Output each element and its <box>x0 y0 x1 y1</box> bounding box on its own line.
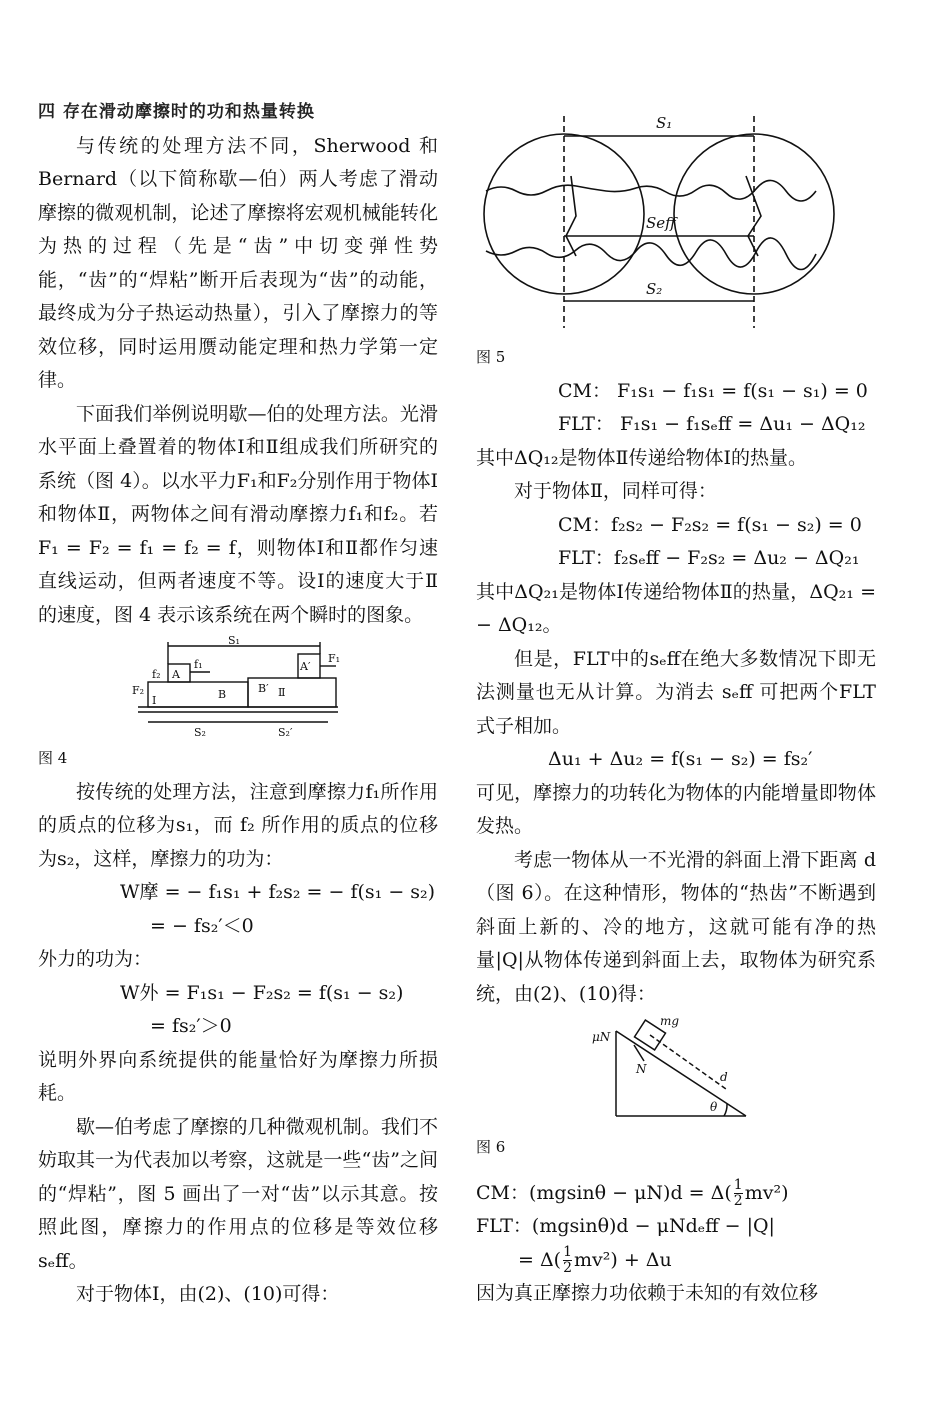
fig4-label-f2: f₂ <box>152 668 161 681</box>
left-column <box>38 96 438 1312</box>
fig4-label-s2: S₂ <box>194 726 206 739</box>
fig6-label-muN: μN <box>592 1030 611 1044</box>
equation-flt-incline-2 <box>476 1244 876 1278</box>
paragraph-5: 说明外界向系统提供的能量恰好为摩擦力所损耗。 <box>38 1048 438 1104</box>
figure-4-drawing <box>128 632 348 742</box>
paragraph-r5: 可见，摩擦力的功转化为物体的内能增量即物体发热。 <box>476 781 876 837</box>
figure-5-drawing <box>476 96 876 341</box>
equation-work-friction-2: = − fs₂′＜0 <box>150 914 254 937</box>
fraction-denominator-2: 2 <box>563 1260 573 1276</box>
fig4-label-A: A <box>172 668 180 681</box>
fig4-label-I: Ⅰ <box>152 694 157 707</box>
equation-flt-body2: FLT：f₂sₑff − F₂s₂ = Δu₂ − ΔQ₂₁ <box>558 547 860 569</box>
figure-4 <box>38 632 438 742</box>
paragraph-7: 对于物体Ⅰ，由(2)、(10)可得： <box>76 1283 340 1305</box>
fig6-label-mg: mg <box>660 1014 680 1028</box>
fig5-label-s1: S₁ <box>656 114 673 132</box>
fig6-label-d: d <box>720 1070 728 1084</box>
paragraph-2: 下面我们举例说明歇—伯的处理方法。光滑水平面上叠置着的物体Ⅰ和Ⅱ组成我们所研究的系统（图 4）。以水平力F₁和F₂分别作用于物体Ⅰ和物体Ⅱ，两物体之间有滑动摩擦力f₁和f₂。若 F₁ = F₂ = f₁ = f₂ = f，则物体Ⅰ和Ⅱ都作匀速直线运动，但两者速度不等。设Ⅰ的速度大于Ⅱ的速度，图 4 表示该系统在两个瞬时的图象。 <box>38 402 438 626</box>
equation-cm-incline-left: CM：(mgsinθ − μN)d = Δ( <box>476 1181 732 1204</box>
fig4-label-s2-prime: S₂′ <box>278 726 293 739</box>
equation-work-external-2: = fs₂′＞0 <box>150 1015 232 1037</box>
equation-cm-incline <box>476 1177 876 1211</box>
figure-6-drawing <box>586 1011 766 1131</box>
equation-flt-body1: FLT： F₁s₁ − f₁sₑff = Δu₁ − ΔQ₁₂ <box>558 413 866 435</box>
equation-flt-incline-2-left: = Δ( <box>518 1248 562 1271</box>
equation-work-external: W外 = F₁s₁ − F₂s₂ = f(s₁ − s₂) <box>120 981 404 1004</box>
fig4-label-F2: F₂ <box>132 684 145 697</box>
fig4-label-f1: f₁ <box>194 658 203 671</box>
fraction-denominator: 2 <box>733 1193 743 1209</box>
figure-5-caption: 图 5 <box>476 348 506 366</box>
paragraph-1: 与传统的处理方法不同，Sherwood 和 Bernard（以下简称歇—伯）两人考虑了滑动摩擦的微观机制，论述了摩擦将宏观机械能转化为热的过程（先是“齿”中切变弹性势能，“齿”的“焊粘”断开后表现为“齿”的动能，最终成为分子热运动热量），引入了摩擦力的等效位移，同时运用赝动能定理和热力学第一定律。 <box>38 134 438 391</box>
equation-flt-incline-2-right: mv²) + Δu <box>574 1248 672 1271</box>
fig4-label-s1: S₁ <box>228 634 240 647</box>
paragraph-r6: 考虑一物体从一不光滑的斜面上滑下距离 d（图 6）。在这种情形，物体的“热齿”不断遇到斜面上新的、冷的地方，这就可能有净的热量|Q|从物体传递到斜面上去，取物体为研究系统，由(2)、(10)得： <box>476 848 876 1005</box>
equation-cm-body2: CM：f₂s₂ − F₂s₂ = f(s₁ − s₂) = 0 <box>558 513 862 536</box>
equation-cm-incline-right: mv²) <box>744 1181 789 1204</box>
fig6-label-theta: θ <box>710 1100 718 1114</box>
fig6-label-N: N <box>636 1062 647 1076</box>
fraction-half-2 <box>563 1245 572 1276</box>
paragraph-r1: 其中ΔQ₁₂是物体Ⅱ传递给物体Ⅰ的热量。 <box>476 446 807 469</box>
fig4-label-B-prime: B′ <box>258 682 269 695</box>
equation-work-friction: W摩 = − f₁s₁ + f₂s₂ = − f(s₁ − s₂) <box>120 881 436 903</box>
figure-5 <box>476 96 876 341</box>
fraction-numerator: 1 <box>733 1177 743 1193</box>
figure-6-caption: 图 6 <box>476 1138 506 1156</box>
fraction-numerator-2: 1 <box>563 1244 573 1260</box>
fig4-label-A-prime: A′ <box>300 660 311 673</box>
paragraph-r4: 但是，FLT中的sₑff在绝大多数情况下即无法测量也无从计算。为消去 sₑff 可把两个FLT式子相加。 <box>476 647 876 737</box>
equation-sum: Δu₁ + Δu₂ = f(s₁ − s₂) = fs₂′ <box>548 748 813 770</box>
paragraph-3: 按传统的处理方法，注意到摩擦力f₁所作用的质点的位移为s₁，而 f₂ 所作用的质点的位移为s₂，这样，摩擦力的功为： <box>38 780 438 870</box>
fig4-label-B: B <box>218 688 227 701</box>
paragraph-r2: 对于物体Ⅱ，同样可得： <box>514 480 717 502</box>
figure-6 <box>476 1011 876 1131</box>
fig4-label-F1: F₁ <box>328 652 341 665</box>
fig5-label-s2: S₂ <box>646 280 663 298</box>
figure-4-caption: 图 4 <box>38 749 68 767</box>
equation-flt-incline: FLT：(mgsinθ)d − μNdₑff − |Q| <box>476 1215 775 1237</box>
paragraph-r3: 其中ΔQ₂₁是物体Ⅰ传递给物体Ⅱ的热量，ΔQ₂₁ = − ΔQ₁₂。 <box>476 580 876 636</box>
paragraph-4: 外力的功为： <box>38 948 153 970</box>
fig4-label-II: Ⅱ <box>278 686 286 699</box>
fig5-label-seff: Seff <box>646 214 676 232</box>
fraction-half <box>734 1178 743 1209</box>
right-column <box>476 96 876 1311</box>
section-heading: 四 存在滑动摩擦时的功和热量转换 <box>38 102 315 122</box>
paragraph-6: 歇—伯考虑了摩擦的几种微观机制。我们不妨取其一为代表加以考察，这就是一些“齿”之间的“焊粘”，图 5 画出了一对“齿”以示其意。按照此图，摩擦力的作用点的位移是等效位移sₑff。 <box>38 1115 438 1272</box>
paragraph-r7: 因为真正摩擦力功依赖于未知的有效位移 <box>476 1282 819 1304</box>
equation-cm-body1: CM： F₁s₁ − f₁s₁ = f(s₁ − s₁) = 0 <box>558 379 868 402</box>
